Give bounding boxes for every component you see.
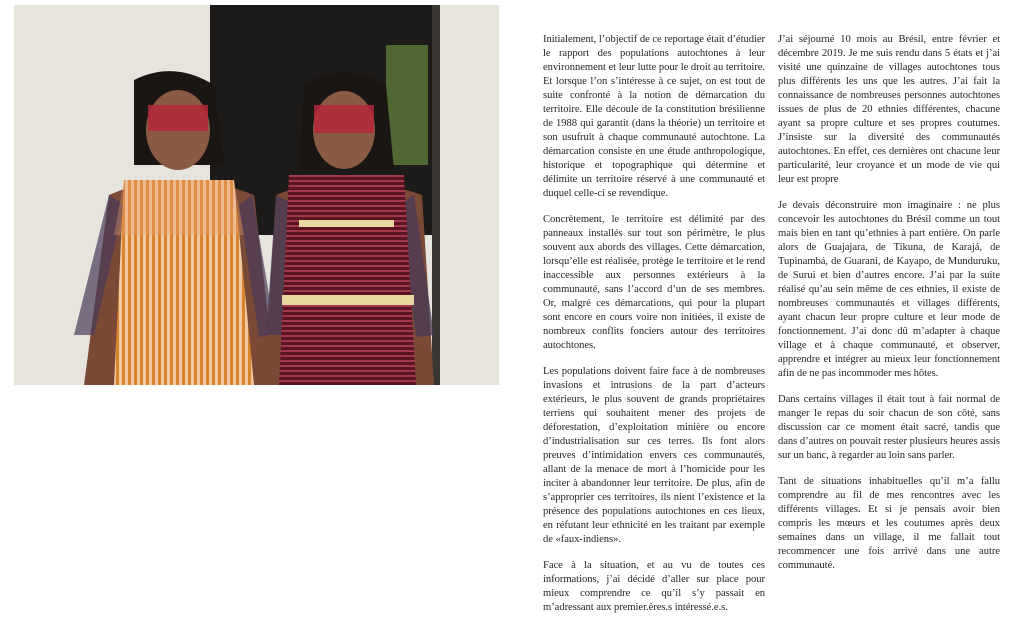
doorway-foliage bbox=[386, 45, 428, 165]
paragraph: Initialement, l’objectif de ce reportage était d’étudier le rapport des populations autochtones à leur environnement et leur lutte pour le droit au territoire. Et lorsque l’on s’intéresse à ce sujet, on est tout de suite confronté à la notion de démarcation du territoire. Elle découle de la constitution brésilienne de 1988 qui garantit (dans la théorie) un territoire et son usufruit à chaque communauté autochtone. La démarcation consiste en une étude anthropologique, historique et topographique qui détermine et délimite un territoire réservé à une communauté et duquel celle-ci se revendique. bbox=[543, 34, 765, 199]
paragraph: Tant de situations inhabituelles qu’il m’a fallu comprendre au fil de mes rencontres avec les différents villages. Et si je pensais avoir bien compris les mœurs et les coutumes après deux semaines dans un village, il me fallait tout recommencer une fois arrivé dans une autre communauté. bbox=[778, 476, 1000, 571]
portrait-photo bbox=[14, 5, 499, 385]
text-column-left bbox=[543, 33, 765, 627]
paragraph: Les populations doivent faire face à de nombreuses invasions et intrusions de la part d’acteurs extérieurs, le plus souvent de grands propriétaires terriens qui souhaitent mener des projets de déforestation, d’exploitation minière ou encore d’industrialisation sur ces terres. Ils font alors preuves d’intimidation envers ces communautés, allant de la menace de mort à l’homicide pour les inciter à abandonner leur territoire. De plus, afin de s’approprier ces territoires, ils nient l’existence et la présence des populations autochtones en ces lieux, en réfutant leur ethnicité en les traitant par exemple de «faux-indiens». bbox=[543, 366, 765, 545]
paragraph: Je devais déconstruire mon imaginaire : ne plus concevoir les autochtones du Brésil comme un tout mais bien en tant qu’ethnies à part entière. On parle alors de Guajajara, de Tikuna, de Karajá, de Tupinambá, de Guarani, de Kayapo, de Munduruku, de Surui et bien d’autres encore. J’ai par la suite réalisé qu’au sein même de ces ethnies, il existe de nombreuses communautés et villages différents, ayant chacun leur propre culture et leur mode de fonctionnement. J’ai donc dû m’adapter à chaque village et à chaque communauté, et observer, apprendre et intégrer au mieux leur fonctionnement afin de ne pas incommoder mes hôtes. bbox=[778, 200, 1000, 379]
paragraph: Face à la situation, et au vu de toutes ces informations, j’ai décidé d’aller sur place pour mieux comprendre ce qu’il s’y passait en m’adressant aux premier.ères.s intéressé.e.s. bbox=[543, 560, 765, 613]
photo-illustration bbox=[14, 5, 499, 385]
text-column-right bbox=[778, 33, 1000, 585]
paragraph: J’ai séjourné 10 mois au Brésil, entre février et décembre 2019. Je me suis rendu dans 5 états et j’ai visité une quinzaine de villages autochtones tous plus différents les uns que les autres. J’ai fait la connaissance de nombreuses personnes autochtones issues de plus de 20 ethnies différentes, chacune ayant sa propre culture et ses propres coutumes. J’insiste sur la diversité des communautés autochtones. En effet, ces dernières ont chacune leur particularité, leur croyance et un mode de vie qui leur est propre bbox=[778, 34, 1000, 185]
paragraph: Dans certains villages il était tout à fait normal de manger le repas du soir chacun de son côté, sans discussion car ce moment était sacré, tandis que dans d’autres on pouvait rester plusieurs heures assis sur un banc, à regarder au loin sans parler. bbox=[778, 394, 1000, 461]
paragraph: Concrètement, le territoire est délimité par des panneaux installés sur tout son périmètre, le plus souvent aux abords des villages. Cette démarcation, lorsqu’elle est réalisée, protège le territoire et le rend inaccessible aux personnes extérieurs à la communauté, sans l’accord d’un de ses membres. Or, malgré ces démarcations, qui pour la plupart sont encore en cours voire non initiées, il existe de nombreux conflits fonciers autour des territoires autochtones. bbox=[543, 214, 765, 351]
door-frame bbox=[432, 5, 440, 385]
